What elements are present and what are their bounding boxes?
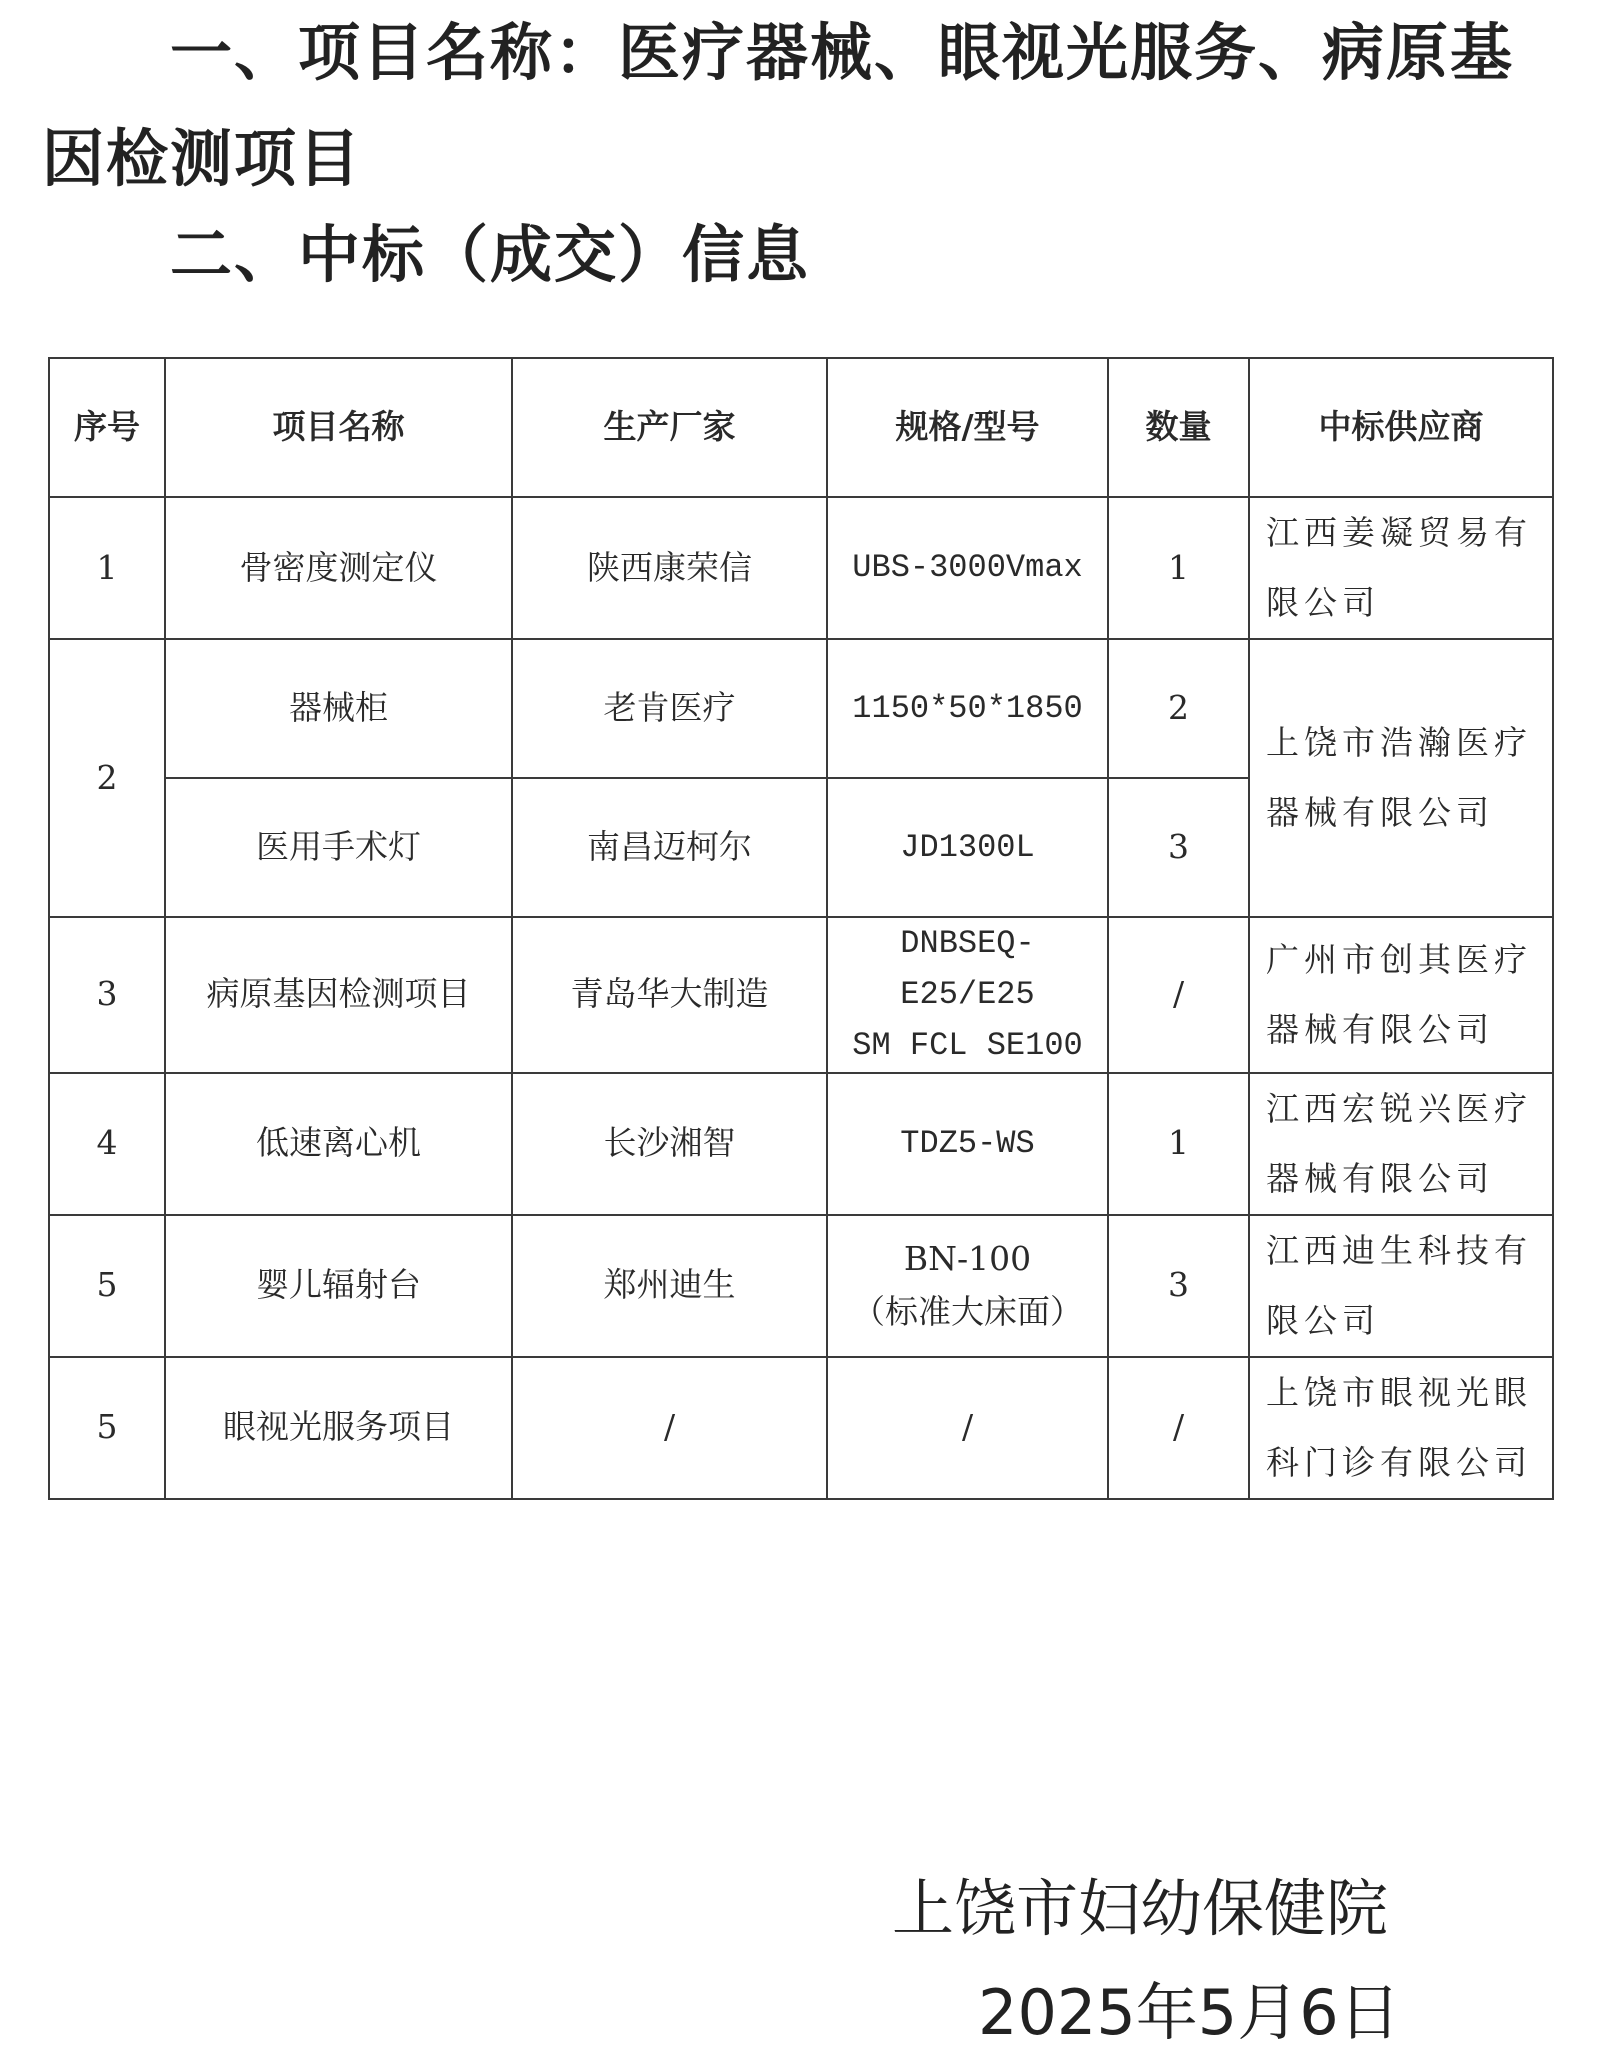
table-row	[49, 1357, 1553, 1499]
award-table	[48, 357, 1554, 1500]
serial-no-cell: 5	[49, 1215, 165, 1357]
manufacturer-cell: 长沙湘智	[512, 1073, 827, 1215]
spec-cell	[827, 1215, 1108, 1357]
supplier-line: 限公司	[1266, 1300, 1380, 1340]
supplier-cell	[1249, 1357, 1553, 1499]
supplier-line: 广州市创其医疗	[1266, 939, 1532, 979]
supplier-line: 江西迪生科技有	[1266, 1230, 1532, 1270]
supplier-line: 器械有限公司	[1266, 1009, 1494, 1049]
serial-no-cell: 5	[49, 1357, 165, 1499]
manufacturer-cell: 老肯医疗	[512, 639, 827, 778]
manufacturer-cell: 青岛华大制造	[512, 917, 827, 1073]
quantity-cell: 3	[1108, 1215, 1249, 1357]
header-winning-supplier: 中标供应商	[1249, 358, 1553, 497]
quantity-cell: /	[1108, 917, 1249, 1073]
table-row	[49, 639, 1553, 778]
spec-cell	[827, 1073, 1108, 1215]
spec-cell	[827, 778, 1108, 917]
table-row	[49, 497, 1553, 639]
project-name-cell: 骨密度测定仪	[165, 497, 512, 639]
spec-line: UBS-3000Vmax	[852, 549, 1083, 587]
signing-date: 2025年5月6日	[978, 1976, 1401, 2049]
table-row	[49, 917, 1553, 1073]
supplier-line: 上饶市眼视光眼	[1266, 1372, 1532, 1412]
table-header-row	[49, 358, 1553, 497]
project-name-cell: 眼视光服务项目	[165, 1357, 512, 1499]
serial-no-cell: 1	[49, 497, 165, 639]
spec-line: （标准大床面）	[852, 1291, 1083, 1331]
project-name-heading-line2: 因检测项目	[42, 122, 363, 195]
manufacturer-cell: 陕西康荣信	[512, 497, 827, 639]
supplier-line: 江西姜凝贸易有	[1266, 513, 1532, 552]
project-name-cell: 婴儿辐射台	[165, 1215, 512, 1357]
project-name-cell: 低速离心机	[165, 1073, 512, 1215]
header-project-name: 项目名称	[165, 358, 512, 497]
spec-line: DNBSEQ-E25/E25	[900, 925, 1035, 1014]
spec-line: BN-100	[903, 1238, 1032, 1278]
header-spec-model: 规格/型号	[827, 358, 1108, 497]
spec-line: SM FCL SE100	[852, 1027, 1083, 1065]
serial-no-cell: 3	[49, 917, 165, 1073]
spec-cell	[827, 1357, 1108, 1499]
quantity-cell: /	[1108, 1357, 1249, 1499]
spec-cell	[827, 639, 1108, 778]
supplier-cell	[1249, 1073, 1553, 1215]
spec-line: 1150*50*1850	[852, 689, 1083, 727]
award-info-heading: 二、中标（成交）信息	[170, 218, 811, 291]
header-serial-no: 序号	[49, 358, 165, 497]
supplier-line: 器械有限公司	[1266, 1158, 1494, 1198]
quantity-cell: 1	[1108, 1073, 1249, 1215]
spec-line: /	[961, 1407, 974, 1447]
project-name-heading-line1: 一、项目名称：医疗器械、眼视光服务、病原基	[170, 16, 1515, 89]
header-manufacturer: 生产厂家	[512, 358, 827, 497]
supplier-line: 器械有限公司	[1266, 793, 1494, 832]
supplier-line: 限公司	[1266, 583, 1380, 622]
serial-no-cell: 4	[49, 1073, 165, 1215]
supplier-cell	[1249, 917, 1553, 1073]
manufacturer-cell: 南昌迈柯尔	[512, 778, 827, 917]
project-name-cell: 器械柜	[165, 639, 512, 778]
manufacturer-cell: 郑州迪生	[512, 1215, 827, 1357]
table-row	[49, 1215, 1553, 1357]
supplier-cell	[1249, 639, 1553, 917]
spec-cell	[827, 917, 1108, 1073]
spec-line: JD1300L	[900, 828, 1035, 866]
quantity-cell: 1	[1108, 497, 1249, 639]
spec-line: TDZ5-WS	[900, 1124, 1035, 1162]
project-name-cell: 医用手术灯	[165, 778, 512, 917]
project-name-cell: 病原基因检测项目	[165, 917, 512, 1073]
header-quantity: 数量	[1108, 358, 1249, 497]
supplier-line: 科门诊有限公司	[1266, 1442, 1532, 1482]
supplier-cell	[1249, 497, 1553, 639]
supplier-line: 江西宏锐兴医疗	[1266, 1088, 1532, 1128]
serial-no-cell: 2	[49, 639, 165, 917]
quantity-cell: 3	[1108, 778, 1249, 917]
table-row	[49, 1073, 1553, 1215]
supplier-line: 上饶市浩瀚医疗	[1266, 723, 1532, 762]
spec-cell	[827, 497, 1108, 639]
signing-organization: 上饶市妇幼保健院	[892, 1872, 1389, 1945]
supplier-cell	[1249, 1215, 1553, 1357]
quantity-cell: 2	[1108, 639, 1249, 778]
manufacturer-cell: /	[512, 1357, 827, 1499]
